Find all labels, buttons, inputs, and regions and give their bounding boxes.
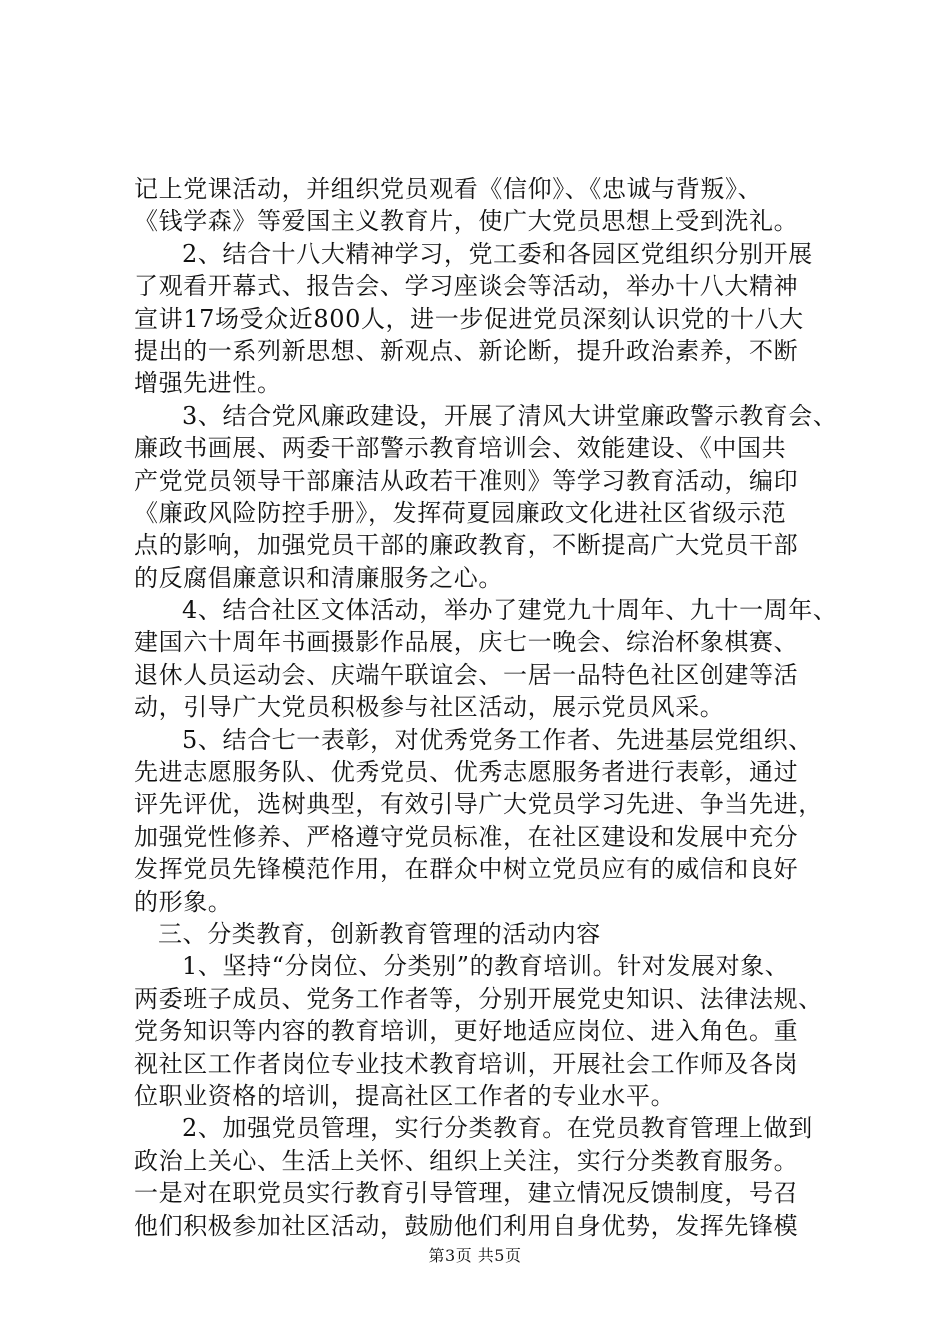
text-line: 两委班子成员、党务工作者等，分别开展党史知识、法律法规、 bbox=[134, 984, 823, 1013]
paragraph-start-line: 2、加强党员管理，实行分类教育。在党员教育管理上做到 bbox=[182, 1114, 813, 1143]
page-number-label: 第3页 共5页 bbox=[428, 1246, 522, 1265]
text-line: 退休人员运动会、庆端午联谊会、一居一品特色社区创建等活 bbox=[134, 660, 799, 689]
paragraph-start-line: 5、结合七一表彰，对优秀党务工作者、先进基层党组织、 bbox=[182, 725, 813, 754]
text-line: 建国六十周年书画摄影作品展，庆七一晚会、综治杯象棋赛、 bbox=[134, 628, 799, 657]
text-line: 政治上关心、生活上关怀、组织上关注，实行分类教育服务。 bbox=[134, 1146, 799, 1175]
text-line: 点的影响，加强党员干部的廉政教育，不断提高广大党员干部 bbox=[134, 531, 799, 560]
paragraph-start-line: 4、结合社区文体活动，举办了建党九十周年、九十一周年、 bbox=[182, 596, 838, 625]
text-line: 发挥党员先锋模范作用，在群众中树立党员应有的威信和良好 bbox=[134, 855, 799, 884]
text-line: 他们积极参加社区活动，鼓励他们利用自身优势，发挥先锋模 bbox=[134, 1211, 799, 1240]
text-line: 先进志愿服务队、优秀党员、优秀志愿服务者进行表彰，通过 bbox=[134, 758, 799, 787]
paragraph-start-line: 2、结合十八大精神学习，党工委和各园区党组织分别开展 bbox=[182, 239, 813, 268]
text-line: 《廉政风险防控手册》，发挥荷夏园廉政文化进社区省级示范 bbox=[134, 498, 787, 527]
text-line: 党务知识等内容的教育培训，更好地适应岗位、进入角色。重 bbox=[134, 1017, 799, 1046]
body-text bbox=[134, 173, 838, 1242]
text-line: 了观看开幕式、报告会、学习座谈会等活动，举办十八大精神 bbox=[134, 272, 799, 301]
section-heading: 三、分类教育，创新教育管理的活动内容 bbox=[158, 919, 601, 948]
text-line: 增强先进性。 bbox=[134, 369, 282, 398]
text-line: 评先评优，选树典型，有效引导广大党员学习先进、争当先进， bbox=[134, 790, 823, 819]
text-line: 产党党员领导干部廉洁从政若干准则》等学习教育活动，编印 bbox=[134, 466, 799, 495]
paragraph-start-line: 3、结合党风廉政建设，开展了清风大讲堂廉政警示教育会、 bbox=[182, 401, 838, 430]
page-footer bbox=[0, 1246, 950, 1266]
text-line: 动，引导广大党员积极参与社区活动，展示党员风采。 bbox=[134, 693, 725, 722]
text-line: 提出的一系列新思想、新观点、新论断，提升政治素养，不断 bbox=[134, 336, 799, 365]
text-line: 的反腐倡廉意识和清廉服务之心。 bbox=[134, 563, 503, 592]
text-line: 加强党性修养、严格遵守党员标准，在社区建设和发展中充分 bbox=[134, 822, 799, 851]
text-line: 廉政书画展、两委干部警示教育培训会、效能建设、《中国共 bbox=[134, 434, 787, 463]
text-line: 记上党课活动，并组织党员观看《信仰》、《忠诚与背叛》、 bbox=[134, 175, 763, 203]
text-line: 《钱学森》等爱国主义教育片，使广大党员思想上受到洗礼。 bbox=[134, 207, 799, 236]
paragraph-start-line: 1、坚持“分岗位、分类别”的教育培训。针对发展对象、 bbox=[182, 952, 790, 981]
text-line: 宣讲17场受众近800人，进一步促进党员深刻认识党的十八大 bbox=[134, 304, 804, 333]
text-line: 的形象。 bbox=[134, 887, 233, 916]
text-line: 视社区工作者岗位专业技术教育培训，开展社会工作师及各岗 bbox=[134, 1049, 799, 1078]
text-line: 一是对在职党员实行教育引导管理，建立情况反馈制度，号召 bbox=[134, 1179, 799, 1208]
text-line: 位职业资格的培训，提高社区工作者的专业水平。 bbox=[134, 1081, 676, 1110]
